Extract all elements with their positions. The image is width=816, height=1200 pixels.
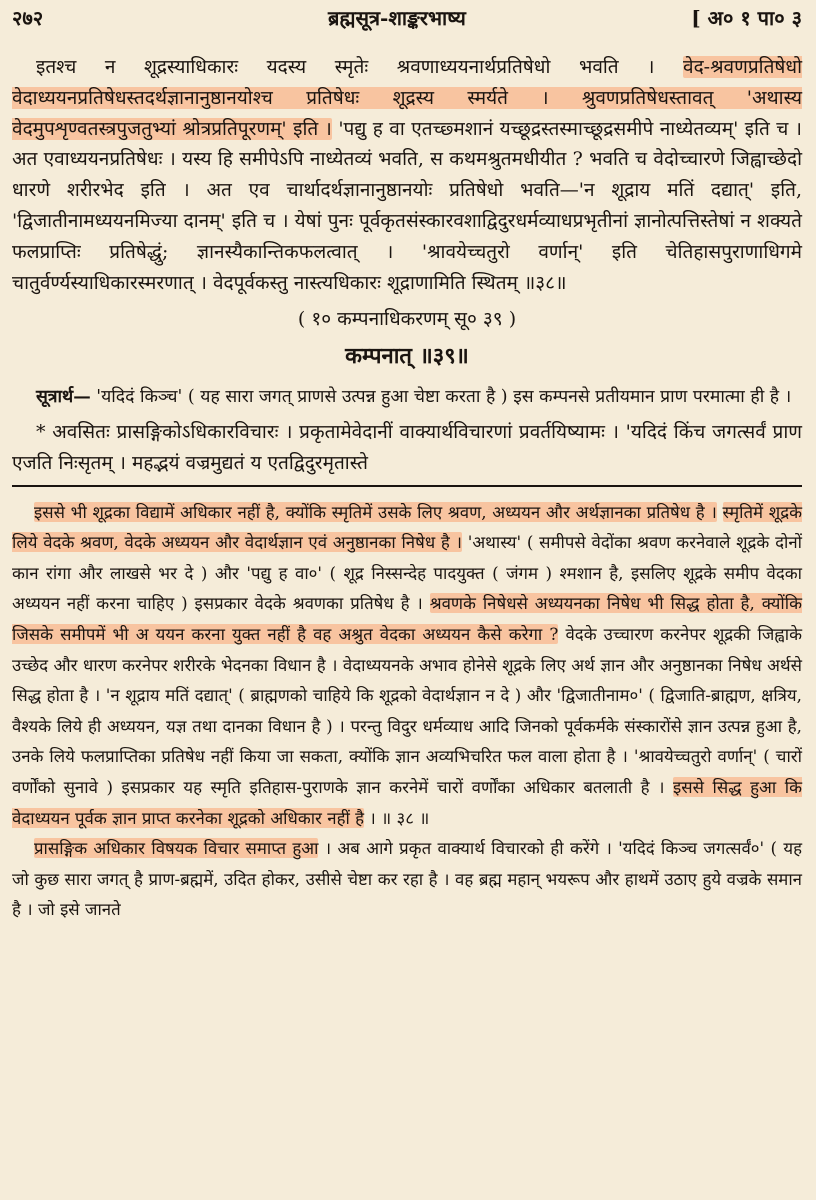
sanskrit-text-a: इतश्च न शूद्रस्याधिकारः यदस्य स्मृतेः श्रवणाध्ययनार्थप्रतिषेधो भवति ।	[36, 56, 655, 78]
page-header	[12, 4, 802, 38]
hindi-highlight-1: इससे भी शूद्रका विद्यामें अधिकार नहीं है, क्योंकि स्मृतिमें उसके लिए श्रवण, अध्ययन और अर्थज्ञानका प्रतिषेध है ।	[34, 501, 717, 522]
sutrartha-label: सूत्रार्थ—	[36, 387, 91, 408]
hindi-highlight-2: स्मृतिमें शूद्रके लिये वेदके श्रवण, वेदके अध्ययन और वेदार्थज्ञान एवं अनुष्ठानका निषेध है ।	[12, 501, 802, 553]
sutrartha	[12, 382, 802, 413]
sutra-39: कम्पनात् ॥३९॥	[345, 343, 469, 370]
sanskrit-commentary-39: * अवसितः प्रासङ्गिकोऽधिकारविचारः । प्रकृतामेवेदानीं वाक्यार्थविचारणां प्रवर्तयिष्यामः । 'यदिदं किंच जगत्सर्वं प्राण एजति निःसृतम् । महद्भयं वज्रमुद्यतं य एतद्विदुरमृतास्ते	[12, 420, 802, 474]
section-divider	[12, 485, 802, 487]
hindi-text-c: 'अथास्य' ( समीपसे वेदोंका श्रवण करनेवाले शूद्रके दोनों कान रांगा और लाखसे भर दे ) और 'पद्यु ह वा०' ( शूद्र निस्सन्देह पादयुक्त ( जंगम ) श्मशान है, इसलिए शूद्रके समीप वेदका अध्ययन नहीं करना चाहिए ) इसप्रकार वेदके श्रवणका प्रतिषेध है ।	[12, 532, 803, 614]
sanskrit-highlight: वेद-श्रवणप्रतिषेधो वेदाध्ययनप्रतिषेधस्तदर्थज्ञानानुष्ठानयोश्च प्रतिषेधः शूद्रस्य स्मर्यते । श्रुवणप्रतिषेधस्तावत् 'अथास्य वेदमुपशृण्वतस्त्रपुजतुभ्यां श्रोत्रप्रतिपूरणम्' इति ।	[12, 56, 802, 140]
hindi-translation-39	[12, 833, 802, 925]
hindi-text-e: वेदके उच्चारण करनेपर शूद्रकी जिह्वाके उच्छेद और धारण करनेपर शरीरके भेदनका विधान है । वेदाध्ययनके अभाव होनेसे शूद्रके लिए अर्थ ज्ञान और अनुष्ठानका निषेध अर्थसे सिद्ध होता है । 'न शूद्राय मतिं दद्यात्' ( ब्राह्मणको चाहिये कि शूद्रको वेदार्थज्ञान न दे ) और 'द्विजातीनाम०' ( द्विजाति-ब्राह्मण, क्षत्रिय, वैश्यके लिये ही अध्ययन, यज्ञ तथा दानका विधान है ) । परन्तु विदुर धर्मव्याध आदि जिनको पूर्वकर्मके संस्कारोंसे ज्ञान उत्पन्न हुआ है, उनके लिये फलप्राप्तिका प्रतिषेध नहीं किया जा सकता, क्योंकि ज्ञान अव्यभिचरित फल वाला होता है । 'श्रावयेच्चतुरो वर्णान्' ( चारों वर्णोंको सुनावे ) इसप्रकार यह स्मृति इतिहास-पुराणके ज्ञान करनेमें चारों वर्णोंका अधिकार बतलाती है ।	[12, 623, 802, 797]
hindi-highlight-3: श्रवणके निषेधसे अध्ययनका निषेध भी सिद्ध होता है, क्योंकि जिसके समीपमें भी अ ययन करना युक्त नहीं है वह अश्रुत वेदका अध्ययन कैसे करेगा ?	[12, 593, 802, 644]
hindi-translation-38	[12, 497, 802, 834]
running-title: ब्रह्मसूत्र-शाङ्करभाष्य	[328, 6, 466, 30]
chapter-reference: [ अ० १ पा० ३	[691, 6, 802, 30]
hindi-text-b: । अब आगे प्रकृत वाक्यार्थ विचारको ही करेंगे । 'यदिदं किञ्च जगत्सर्वं०' ( यह जो कुछ सारा जगत् है प्राण-ब्रह्ममें, उदित होकर, उसीसे चेष्टा कर रहा है । वह ब्रह्म महान् भयरूप और हाथमें उठाए हुये वज्रके समान है । जो इसे जानते	[12, 838, 802, 920]
sutrartha-text: 'यदिदं किञ्च' ( यह सारा जगत् प्राणसे उत्पन्न हुआ चेष्टा करता है ) इस कम्पनसे प्रतीयमान प्राण परमात्मा ही है ।	[96, 387, 792, 408]
page-number: २७२	[12, 6, 44, 30]
adhikarana-heading: ( १० कम्पनाधिकरणम् सू० ३९ )	[297, 308, 517, 331]
hindi-text-g: । ॥ ३८ ॥	[369, 807, 430, 828]
sanskrit-commentary-38	[12, 52, 802, 298]
sanskrit-text-c: 'पद्यु ह वा एतच्छ्मशानं यच्छूद्रस्तस्माच्छूद्रसमीपे नाध्येतव्यम्' इति च । अत एवाध्ययनप्रतिषेधः । यस्य हि समीपेऽपि नाध्येतव्यं भवति, स कथमश्रुतमधीयीत ? भवति च वेदोच्चारणे जिह्वाच्छेदो धारणे शरीरभेद इति । अत एव चार्थादर्थज्ञानानुष्ठानयोः प्रतिषेधो भवति—'न शूद्राय मतिं दद्यात्' इति, 'द्विजातीनामध्ययनमिज्या दानम्' इति च । येषां पुनः पूर्वकृतसंस्कारवशाद्विदुरधर्मव्याधप्रभृतीनां ज्ञानोत्पत्तिस्तेषां न शक्यते फलप्राप्तिः प्रतिषेद्धुं; ज्ञानस्यैकान्तिकफलत्वात् । 'श्रावयेच्चतुरो वर्णान्' इति चेतिहासपुराणाधिगमे चातुर्वर्ण्यस्याधिकारस्मरणात् । वेदपूर्वकस्तु नास्त्यधिकारः शूद्राणामिति स्थितम् ॥३८॥	[12, 117, 802, 294]
hindi-highlight-4: इससे सिद्ध हुआ कि वेदाध्ययन पूर्वक ज्ञान प्राप्त करनेका शूद्रको अधिकार नहीं है	[12, 776, 802, 828]
hindi-highlight-5: प्रासङ्गिक अधिकार विषयक विचार समाप्त हुआ	[34, 838, 319, 859]
